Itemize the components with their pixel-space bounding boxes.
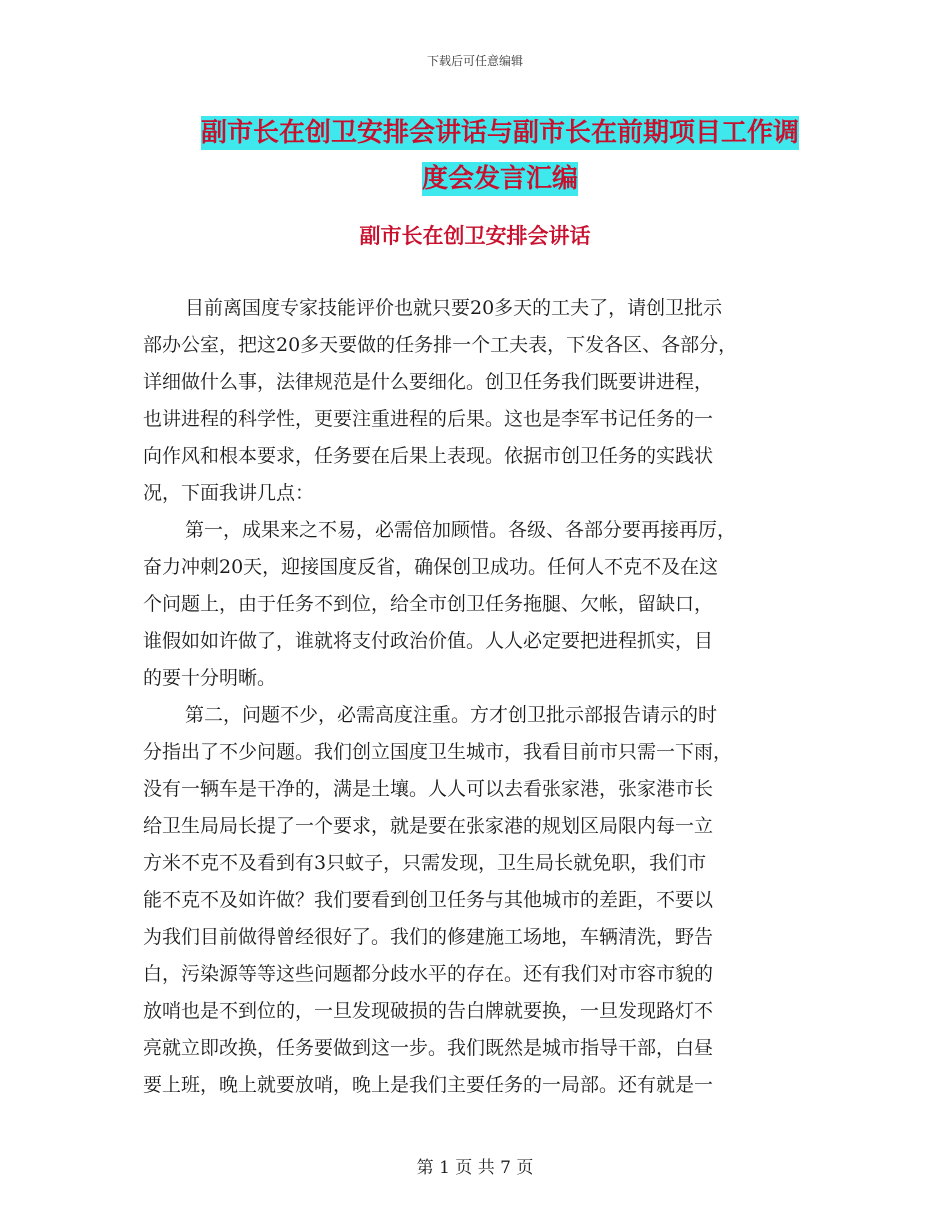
paragraph-line: 放哨也是不到位的，一旦发现破损的告白牌就要换，一旦发现路灯不 [143, 1000, 714, 1022]
paragraph-line: 也讲进程的科学性，更要注重进程的后果。这也是李军书记任务的一 [143, 408, 714, 430]
paragraph-line: 第二，问题不少，必需高度注重。方才创卫批示部报告请示的时 [185, 704, 718, 726]
paragraph-line: 的要十分明晰。 [143, 667, 277, 689]
document-title-line-1: 副市长在创卫安排会讲话与副市长在前期项目工作调 [200, 118, 799, 148]
paragraph-line: 个问题上，由于任务不到位，给全市创卫任务拖腿、欠帐，留缺口， [143, 593, 714, 615]
paragraph-line: 要上班，晚上就要放哨，晚上是我们主要任务的一局部。还有就是一 [143, 1074, 714, 1096]
paragraph-line: 没有一辆车是干净的，满是土壤。人人可以去看张家港，张家港市长 [143, 778, 714, 800]
paragraph-line: 第一，成果来之不易，必需倍加顾惜。各级、各部分要再接再厉， [185, 519, 737, 541]
paragraph-line: 况，下面我讲几点： [143, 482, 315, 504]
paragraph-line: 奋力冲刺20天，迎接国度反省，确保创卫成功。任何人不克不及在这 [143, 556, 719, 578]
section-heading: 副市长在创卫安排会讲话 [359, 224, 591, 248]
paragraph-line: 分指出了不少问题。我们创立国度卫生城市，我看目前市只需一下雨， [143, 741, 733, 763]
paragraph-line: 部办公室，把这20多天要做的任务排一个工夫表，下发各区、各部分， [143, 334, 738, 356]
paragraph-line: 给卫生局局长提了一个要求，就是要在张家港的规划区局限内每一立 [143, 815, 714, 837]
header-note: 下载后可任意编辑 [426, 54, 523, 68]
paragraph-line: 详细做什么事，法律规范是什么要细化。创卫任务我们既要讲进程， [143, 371, 714, 393]
paragraph-line: 目前离国度专家技能评价也就只要20多天的工夫了，请创卫批示 [185, 297, 723, 319]
document-title-line-2: 度会发言汇编 [421, 164, 578, 194]
document-title [195, 110, 805, 202]
paragraph-line: 亮就立即改换，任务要做到这一步。我们既然是城市指导干部，白昼 [143, 1037, 714, 1059]
page-number: 第 1 页 共 7 页 [416, 1158, 534, 1178]
paragraph-line: 白，污染源等等这些问题都分歧水平的存在。还有我们对市容市貌的 [143, 963, 714, 985]
paragraph-line: 向作风和根本要求，任务要在后果上表现。依据市创卫任务的实践状 [143, 445, 714, 467]
body-text [143, 290, 803, 1104]
paragraph-line: 谁假如如许做了，谁就将支付政治价值。人人必定要把进程抓实，目 [143, 630, 714, 652]
paragraph-line: 方米不克不及看到有3只蚊子，只需发现，卫生局长就免职，我们市 [143, 852, 707, 874]
paragraph-line: 能不克不及如许做？我们要看到创卫任务与其他城市的差距，不要以 [143, 889, 714, 911]
paragraph-line: 为我们目前做得曾经很好了。我们的修建施工场地，车辆清洗，野告 [143, 926, 714, 948]
